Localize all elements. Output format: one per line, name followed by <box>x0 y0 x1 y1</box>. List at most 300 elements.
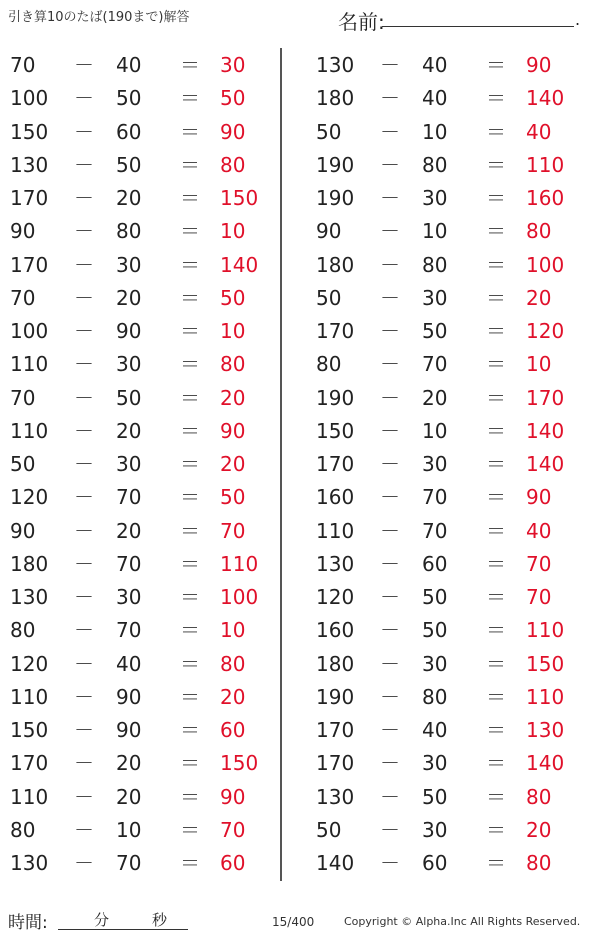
minus-sign: － <box>380 86 400 111</box>
problem-row <box>306 580 596 613</box>
answer: 70 <box>220 817 246 842</box>
minus-sign: － <box>74 718 94 742</box>
answer: 70 <box>220 518 246 543</box>
minuend: 50 <box>316 285 342 310</box>
minuend: 110 <box>10 784 49 809</box>
subtrahend: 70 <box>116 551 142 576</box>
problem-row <box>306 746 596 779</box>
problem-row <box>306 347 596 380</box>
minuend: 190 <box>316 684 355 709</box>
subtrahend: 70 <box>422 518 448 543</box>
problem-row <box>0 381 290 414</box>
answer: 20 <box>220 385 246 410</box>
answer: 80 <box>220 651 246 676</box>
subtrahend: 90 <box>116 319 142 343</box>
answer: 90 <box>526 485 552 510</box>
minus-sign: － <box>380 252 400 277</box>
subtrahend: 10 <box>422 219 448 244</box>
name-field-dot: . <box>575 10 581 29</box>
subtrahend: 30 <box>422 751 448 776</box>
minuend: 170 <box>10 186 49 210</box>
answer: 10 <box>220 618 246 643</box>
minus-sign: － <box>380 651 400 676</box>
equals-sign: ＝ <box>180 618 200 643</box>
subtrahend: 20 <box>116 518 142 543</box>
problem-row <box>0 248 290 281</box>
subtrahend: 80 <box>422 152 448 177</box>
minuend: 190 <box>316 186 355 210</box>
minus-sign: － <box>380 53 400 77</box>
equals-sign: ＝ <box>180 319 200 343</box>
answer: 20 <box>220 684 246 709</box>
minuend: 130 <box>316 551 355 576</box>
problem-row <box>0 613 290 646</box>
problem-row <box>0 680 290 713</box>
problem-row <box>0 181 290 214</box>
equals-sign: ＝ <box>486 684 506 709</box>
minuend: 80 <box>10 618 36 643</box>
subtrahend: 80 <box>422 252 448 277</box>
minus-sign: － <box>380 319 400 343</box>
subtrahend: 40 <box>116 651 142 676</box>
equals-sign: ＝ <box>486 418 506 443</box>
equals-sign: ＝ <box>180 285 200 310</box>
minus-sign: － <box>380 418 400 443</box>
answer: 60 <box>220 718 246 742</box>
equals-sign: ＝ <box>486 551 506 576</box>
equals-sign: ＝ <box>180 851 200 875</box>
minus-sign: － <box>74 152 94 177</box>
minuend: 150 <box>316 418 355 443</box>
problem-row <box>0 347 290 380</box>
answer: 20 <box>220 452 246 476</box>
minus-sign: － <box>74 53 94 77</box>
problem-row <box>306 647 596 680</box>
minuend: 110 <box>10 684 49 709</box>
minus-sign: － <box>380 585 400 609</box>
answer: 90 <box>526 53 552 77</box>
answer: 50 <box>220 86 246 111</box>
answer: 140 <box>526 86 565 111</box>
equals-sign: ＝ <box>486 651 506 676</box>
minus-sign: － <box>380 285 400 310</box>
problem-row <box>306 48 596 81</box>
equals-sign: ＝ <box>486 319 506 343</box>
subtrahend: 10 <box>422 119 448 144</box>
problem-row <box>306 248 596 281</box>
minuend: 160 <box>316 618 355 643</box>
minus-sign: － <box>74 352 94 377</box>
subtrahend: 10 <box>116 817 142 842</box>
minus-sign: － <box>380 385 400 410</box>
answer: 140 <box>526 751 565 776</box>
minuend: 180 <box>10 551 49 576</box>
subtrahend: 50 <box>422 319 448 343</box>
problem-row <box>0 514 290 547</box>
minuend: 190 <box>316 152 355 177</box>
problem-row <box>0 746 290 779</box>
answer: 90 <box>220 784 246 809</box>
subtrahend: 60 <box>422 851 448 875</box>
subtrahend: 30 <box>422 452 448 476</box>
equals-sign: ＝ <box>180 784 200 809</box>
answer: 170 <box>526 385 565 410</box>
answer: 110 <box>220 551 259 576</box>
subtrahend: 30 <box>422 651 448 676</box>
problem-row <box>306 381 596 414</box>
problem-row <box>0 81 290 114</box>
equals-sign: ＝ <box>486 485 506 510</box>
answer: 40 <box>526 518 552 543</box>
answer: 20 <box>526 817 552 842</box>
problem-row <box>0 846 290 879</box>
answer: 40 <box>526 119 552 144</box>
minuend: 90 <box>10 219 36 244</box>
minus-sign: － <box>380 551 400 576</box>
minus-sign: － <box>74 551 94 576</box>
equals-sign: ＝ <box>180 385 200 410</box>
minuend: 190 <box>316 385 355 410</box>
subtrahend: 60 <box>422 551 448 576</box>
minuend: 180 <box>316 252 355 277</box>
problem-row <box>0 547 290 580</box>
answer: 100 <box>526 252 565 277</box>
minuend: 180 <box>316 651 355 676</box>
subtrahend: 70 <box>116 851 142 875</box>
minus-sign: － <box>380 485 400 510</box>
minus-sign: － <box>380 817 400 842</box>
equals-sign: ＝ <box>180 252 200 277</box>
minus-sign: － <box>380 119 400 144</box>
minus-sign: － <box>74 784 94 809</box>
minus-sign: － <box>74 851 94 875</box>
minus-sign: － <box>74 319 94 343</box>
minuend: 170 <box>316 751 355 776</box>
answer: 10 <box>220 219 246 244</box>
minuend: 50 <box>316 817 342 842</box>
equals-sign: ＝ <box>180 86 200 111</box>
equals-sign: ＝ <box>180 186 200 210</box>
minuend: 90 <box>316 219 342 244</box>
equals-sign: ＝ <box>180 485 200 510</box>
equals-sign: ＝ <box>486 817 506 842</box>
minus-sign: － <box>74 119 94 144</box>
subtrahend: 40 <box>422 718 448 742</box>
subtrahend: 20 <box>422 385 448 410</box>
minuend: 130 <box>10 152 49 177</box>
minuend: 140 <box>316 851 355 875</box>
minus-sign: － <box>380 718 400 742</box>
minuend: 170 <box>316 319 355 343</box>
minuend: 90 <box>10 518 36 543</box>
minus-sign: － <box>74 751 94 776</box>
problem-row <box>306 281 596 314</box>
answer: 80 <box>526 219 552 244</box>
minus-sign: － <box>380 518 400 543</box>
equals-sign: ＝ <box>180 152 200 177</box>
equals-sign: ＝ <box>486 86 506 111</box>
problem-row <box>306 81 596 114</box>
answer: 60 <box>220 851 246 875</box>
problem-row <box>306 613 596 646</box>
equals-sign: ＝ <box>180 352 200 377</box>
equals-sign: ＝ <box>486 618 506 643</box>
answer: 110 <box>526 684 565 709</box>
subtrahend: 30 <box>116 585 142 609</box>
answer: 80 <box>220 352 246 377</box>
answer: 10 <box>526 352 552 377</box>
answer: 150 <box>526 651 565 676</box>
answer: 140 <box>526 452 565 476</box>
equals-sign: ＝ <box>486 152 506 177</box>
minus-sign: － <box>74 518 94 543</box>
seconds-label: 秒 <box>152 911 168 929</box>
minus-sign: － <box>380 352 400 377</box>
subtrahend: 50 <box>116 86 142 111</box>
minus-sign: － <box>74 186 94 210</box>
equals-sign: ＝ <box>486 851 506 875</box>
copyright-notice: Copyright © Alpha.Inc All Rights Reserved. <box>344 915 581 928</box>
problem-row <box>306 447 596 480</box>
problem-row <box>0 780 290 813</box>
subtrahend: 20 <box>116 751 142 776</box>
subtrahend: 70 <box>422 485 448 510</box>
answer: 70 <box>526 585 552 609</box>
minus-sign: － <box>380 751 400 776</box>
problem-row <box>306 846 596 879</box>
problem-row <box>306 314 596 347</box>
problem-row <box>0 48 290 81</box>
subtrahend: 10 <box>422 418 448 443</box>
minus-sign: － <box>380 452 400 476</box>
equals-sign: ＝ <box>180 53 200 77</box>
subtrahend: 70 <box>116 618 142 643</box>
minuend: 80 <box>10 817 36 842</box>
answer: 120 <box>526 319 565 343</box>
minutes-label: 分 <box>94 911 110 929</box>
answer: 80 <box>526 851 552 875</box>
subtrahend: 70 <box>422 352 448 377</box>
minuend: 170 <box>10 252 49 277</box>
answer: 140 <box>220 252 259 277</box>
problem-row <box>306 214 596 247</box>
minus-sign: － <box>380 152 400 177</box>
equals-sign: ＝ <box>486 518 506 543</box>
equals-sign: ＝ <box>486 751 506 776</box>
minuend: 110 <box>10 418 49 443</box>
problem-row <box>0 214 290 247</box>
minus-sign: － <box>380 684 400 709</box>
minuend: 180 <box>316 86 355 111</box>
minuend: 100 <box>10 319 49 343</box>
subtrahend: 40 <box>422 86 448 111</box>
subtrahend: 20 <box>116 186 142 210</box>
subtrahend: 30 <box>422 285 448 310</box>
subtrahend: 30 <box>116 452 142 476</box>
equals-sign: ＝ <box>486 718 506 742</box>
problem-row <box>0 314 290 347</box>
minuend: 110 <box>316 518 355 543</box>
answer: 80 <box>526 784 552 809</box>
page-number: 15/400 <box>272 915 315 929</box>
minuend: 130 <box>10 851 49 875</box>
minuend: 170 <box>10 751 49 776</box>
answer: 150 <box>220 186 259 210</box>
name-label: 名前: <box>338 10 385 34</box>
equals-sign: ＝ <box>486 53 506 77</box>
equals-sign: ＝ <box>486 186 506 210</box>
equals-sign: ＝ <box>180 651 200 676</box>
subtrahend: 70 <box>116 485 142 510</box>
subtrahend: 50 <box>116 385 142 410</box>
minus-sign: － <box>74 252 94 277</box>
problem-row <box>0 115 290 148</box>
minus-sign: － <box>380 618 400 643</box>
problem-row <box>306 115 596 148</box>
minuend: 100 <box>10 86 49 111</box>
minuend: 110 <box>10 352 49 377</box>
minuend: 70 <box>10 385 36 410</box>
subtrahend: 90 <box>116 684 142 709</box>
answer: 10 <box>220 319 246 343</box>
minus-sign: － <box>380 851 400 875</box>
minus-sign: － <box>74 385 94 410</box>
equals-sign: ＝ <box>180 518 200 543</box>
answer: 100 <box>220 585 259 609</box>
equals-sign: ＝ <box>486 352 506 377</box>
minus-sign: － <box>74 684 94 709</box>
minuend: 170 <box>316 718 355 742</box>
equals-sign: ＝ <box>180 452 200 476</box>
minus-sign: － <box>74 285 94 310</box>
equals-sign: ＝ <box>180 817 200 842</box>
answer: 150 <box>220 751 259 776</box>
problem-row <box>306 780 596 813</box>
minus-sign: － <box>380 219 400 244</box>
minuend: 120 <box>316 585 355 609</box>
minuend: 70 <box>10 285 36 310</box>
worksheet-title: 引き算10のたば(190まで)解答 <box>8 10 190 25</box>
equals-sign: ＝ <box>180 718 200 742</box>
subtrahend: 60 <box>116 119 142 144</box>
problem-row <box>306 148 596 181</box>
equals-sign: ＝ <box>180 684 200 709</box>
problem-row <box>306 414 596 447</box>
minuend: 170 <box>316 452 355 476</box>
minuend: 80 <box>316 352 342 377</box>
subtrahend: 50 <box>422 784 448 809</box>
name-field-line <box>382 26 574 27</box>
minuend: 120 <box>10 651 49 676</box>
subtrahend: 50 <box>422 585 448 609</box>
equals-sign: ＝ <box>486 285 506 310</box>
problem-row <box>0 148 290 181</box>
subtrahend: 20 <box>116 784 142 809</box>
subtrahend: 40 <box>422 53 448 77</box>
time-label: 時間: <box>8 913 48 933</box>
minuend: 120 <box>10 485 49 510</box>
left-problem-column <box>0 48 290 880</box>
subtrahend: 50 <box>422 618 448 643</box>
equals-sign: ＝ <box>486 784 506 809</box>
problem-row <box>0 813 290 846</box>
minus-sign: － <box>74 585 94 609</box>
equals-sign: ＝ <box>486 585 506 609</box>
problem-row <box>0 447 290 480</box>
minus-sign: － <box>74 418 94 443</box>
equals-sign: ＝ <box>180 585 200 609</box>
minus-sign: － <box>74 618 94 643</box>
problem-row <box>306 514 596 547</box>
problem-row <box>0 647 290 680</box>
subtrahend: 80 <box>422 684 448 709</box>
answer: 110 <box>526 618 565 643</box>
minuend: 150 <box>10 119 49 144</box>
problem-row <box>306 181 596 214</box>
equals-sign: ＝ <box>486 385 506 410</box>
minuend: 50 <box>316 119 342 144</box>
problem-row <box>0 414 290 447</box>
minus-sign: － <box>74 452 94 476</box>
answer: 130 <box>526 718 565 742</box>
problem-row <box>0 480 290 513</box>
problem-row <box>306 480 596 513</box>
equals-sign: ＝ <box>486 119 506 144</box>
minus-sign: － <box>74 817 94 842</box>
answer: 90 <box>220 119 246 144</box>
problem-row <box>306 813 596 846</box>
answer: 140 <box>526 418 565 443</box>
equals-sign: ＝ <box>180 119 200 144</box>
time-field-line <box>58 929 188 930</box>
subtrahend: 20 <box>116 418 142 443</box>
answer: 30 <box>220 53 246 77</box>
answer: 110 <box>526 152 565 177</box>
minus-sign: － <box>74 86 94 111</box>
equals-sign: ＝ <box>486 219 506 244</box>
subtrahend: 90 <box>116 718 142 742</box>
problem-row <box>0 580 290 613</box>
subtrahend: 30 <box>116 352 142 377</box>
minuend: 160 <box>316 485 355 510</box>
minuend: 130 <box>10 585 49 609</box>
answer: 20 <box>526 285 552 310</box>
minus-sign: － <box>380 186 400 210</box>
subtrahend: 40 <box>116 53 142 77</box>
minuend: 50 <box>10 452 36 476</box>
equals-sign: ＝ <box>180 551 200 576</box>
minus-sign: － <box>74 485 94 510</box>
answer: 50 <box>220 485 246 510</box>
equals-sign: ＝ <box>180 751 200 776</box>
minuend: 130 <box>316 784 355 809</box>
minuend: 70 <box>10 53 36 77</box>
subtrahend: 30 <box>422 186 448 210</box>
equals-sign: ＝ <box>486 252 506 277</box>
minus-sign: － <box>74 219 94 244</box>
problem-row <box>306 713 596 746</box>
minuend: 130 <box>316 53 355 77</box>
answer: 80 <box>220 152 246 177</box>
problem-row <box>306 547 596 580</box>
equals-sign: ＝ <box>486 452 506 476</box>
minus-sign: － <box>74 651 94 676</box>
answer: 50 <box>220 285 246 310</box>
problem-row <box>0 713 290 746</box>
answer: 90 <box>220 418 246 443</box>
equals-sign: ＝ <box>180 219 200 244</box>
subtrahend: 80 <box>116 219 142 244</box>
